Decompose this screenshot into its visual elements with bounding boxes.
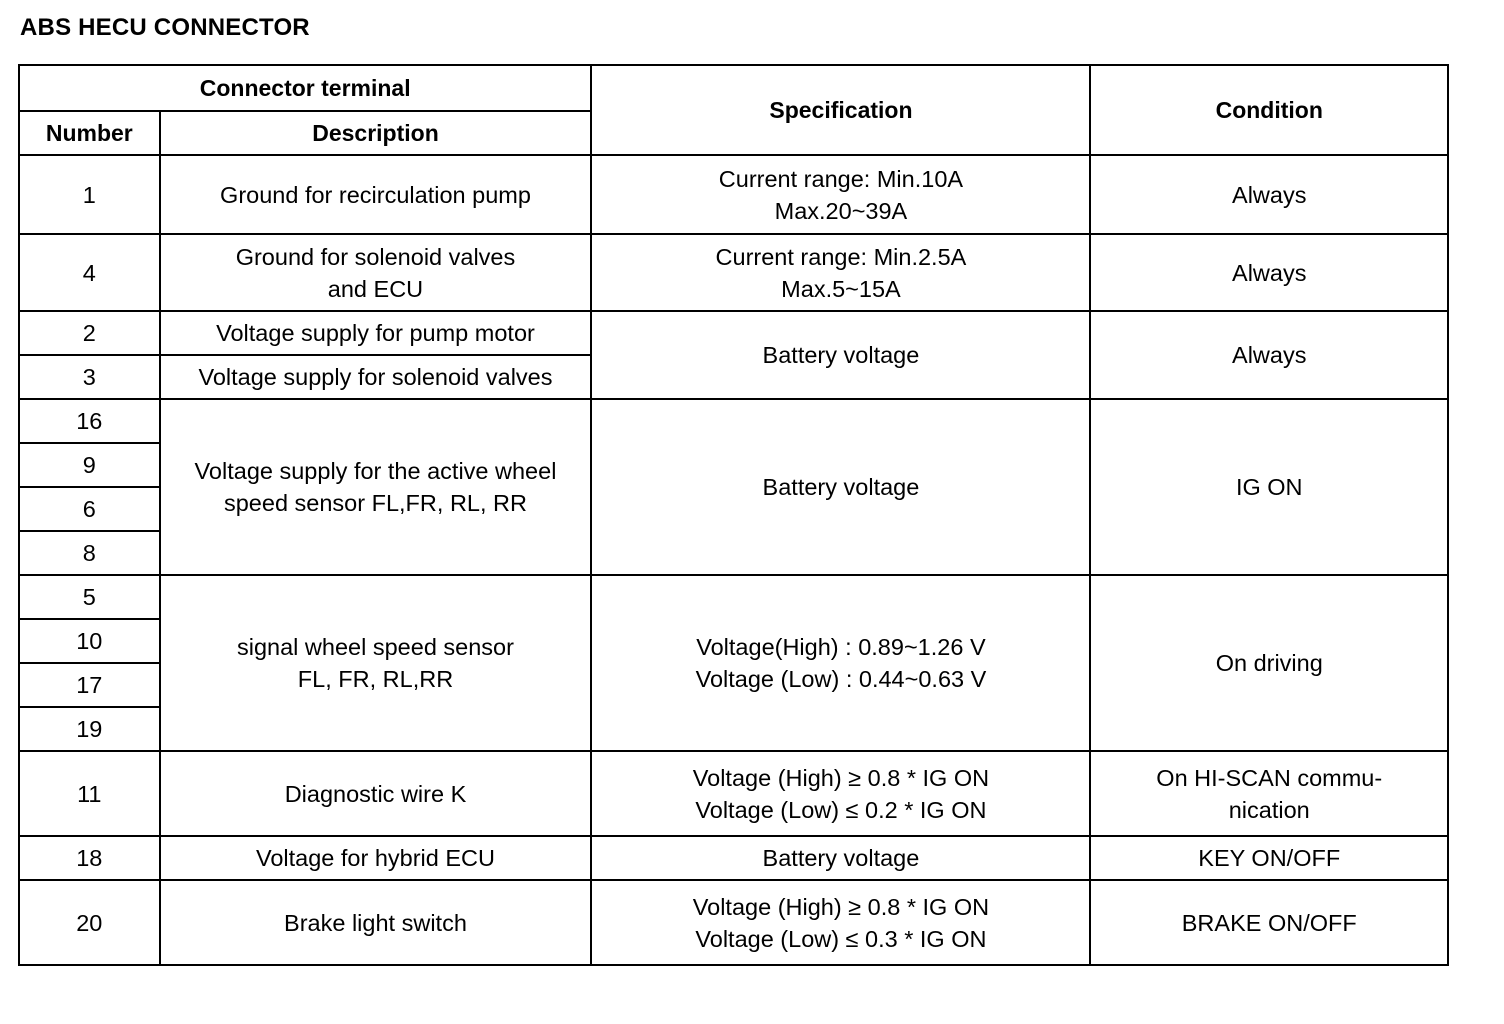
text-line: Ground for recirculation pump bbox=[220, 181, 531, 208]
text-line: Voltage (Low) ≤ 0.3 * IG ON bbox=[695, 925, 987, 952]
text-line: Voltage (High) ≥ 0.8 * IG ON bbox=[692, 893, 990, 920]
terminal-number: 6 bbox=[19, 487, 160, 531]
terminal-number: 20 bbox=[19, 880, 160, 965]
terminal-condition bbox=[1090, 155, 1448, 234]
terminal-number: 17 bbox=[19, 663, 160, 707]
table-row bbox=[19, 399, 1448, 443]
text-line: Max.20~39A bbox=[774, 197, 908, 224]
terminal-description bbox=[160, 399, 592, 575]
terminal-description: Brake light switch bbox=[160, 880, 592, 965]
terminal-number: 18 bbox=[19, 836, 160, 880]
text-line: signal wheel speed sensor bbox=[237, 634, 514, 660]
terminal-description bbox=[160, 575, 592, 751]
terminal-number: 19 bbox=[19, 707, 160, 751]
table-row bbox=[19, 311, 1448, 355]
terminal-number: 16 bbox=[19, 399, 160, 443]
header-condition: Condition bbox=[1090, 65, 1448, 155]
terminal-condition bbox=[1090, 751, 1448, 836]
terminal-condition bbox=[1090, 234, 1448, 311]
terminal-number: 1 bbox=[19, 155, 160, 234]
terminal-specification bbox=[591, 880, 1090, 965]
text-line: Current range: Min.2.5A bbox=[715, 243, 967, 270]
terminal-number: 9 bbox=[19, 443, 160, 487]
header-specification: Specification bbox=[591, 65, 1090, 155]
terminal-number: 2 bbox=[19, 311, 160, 355]
terminal-description: Voltage supply for pump motor bbox=[160, 311, 592, 355]
terminal-specification: Battery voltage bbox=[591, 836, 1090, 880]
terminal-description: Voltage for hybrid ECU bbox=[160, 836, 592, 880]
terminal-description bbox=[160, 155, 592, 234]
table-row bbox=[19, 575, 1448, 619]
table-row bbox=[19, 836, 1448, 880]
text-line: Current range: Min.10A bbox=[718, 165, 964, 192]
terminal-number: 3 bbox=[19, 355, 160, 399]
text-line: and ECU bbox=[327, 275, 424, 302]
terminal-number: 10 bbox=[19, 619, 160, 663]
terminal-specification bbox=[591, 575, 1090, 751]
terminal-condition: IG ON bbox=[1090, 399, 1448, 575]
header-number: Number bbox=[19, 111, 160, 155]
table-row bbox=[19, 155, 1448, 234]
text-line: FL, FR, RL,RR bbox=[297, 666, 454, 692]
text-line: Voltage (Low) : 0.44~0.63 V bbox=[695, 666, 987, 692]
terminal-condition: BRAKE ON/OFF bbox=[1090, 880, 1448, 965]
terminal-specification bbox=[591, 751, 1090, 836]
terminal-description bbox=[160, 234, 592, 311]
table-row bbox=[19, 751, 1448, 836]
table-row bbox=[19, 65, 1448, 111]
terminal-condition: On driving bbox=[1090, 575, 1448, 751]
terminal-condition: KEY ON/OFF bbox=[1090, 836, 1448, 880]
terminal-specification: Battery voltage bbox=[591, 399, 1090, 575]
text-line: On HI-SCAN commu- bbox=[1156, 764, 1383, 791]
document-title: ABS HECU CONNECTOR bbox=[20, 14, 310, 41]
text-line: Voltage (Low) ≤ 0.2 * IG ON bbox=[695, 796, 987, 823]
text-line: Voltage supply for the active wheel bbox=[194, 458, 557, 484]
terminal-specification bbox=[591, 155, 1090, 234]
connector-table bbox=[18, 64, 1449, 966]
terminal-number: 8 bbox=[19, 531, 160, 575]
text-line: nication bbox=[1228, 796, 1310, 823]
text-line: Ground for solenoid valves bbox=[235, 243, 516, 270]
terminal-description: Voltage supply for solenoid valves bbox=[160, 355, 592, 399]
terminal-specification: Battery voltage bbox=[591, 311, 1090, 399]
table-row bbox=[19, 880, 1448, 965]
text-line: Voltage (High) ≥ 0.8 * IG ON bbox=[692, 764, 990, 791]
text-line: Voltage(High) : 0.89~1.26 V bbox=[696, 634, 986, 660]
header-description: Description bbox=[160, 111, 592, 155]
text-line: Max.5~15A bbox=[781, 275, 901, 302]
terminal-number: 4 bbox=[19, 234, 160, 311]
terminal-condition: Always bbox=[1090, 311, 1448, 399]
table-row bbox=[19, 234, 1448, 311]
terminal-number: 5 bbox=[19, 575, 160, 619]
terminal-number: 11 bbox=[19, 751, 160, 836]
text-line: Always bbox=[1232, 259, 1307, 286]
header-connector-terminal: Connector terminal bbox=[19, 65, 591, 111]
text-line: speed sensor FL,FR, RL, RR bbox=[223, 490, 527, 516]
terminal-description: Diagnostic wire K bbox=[160, 751, 592, 836]
terminal-specification bbox=[591, 234, 1090, 311]
text-line: Always bbox=[1232, 181, 1307, 208]
